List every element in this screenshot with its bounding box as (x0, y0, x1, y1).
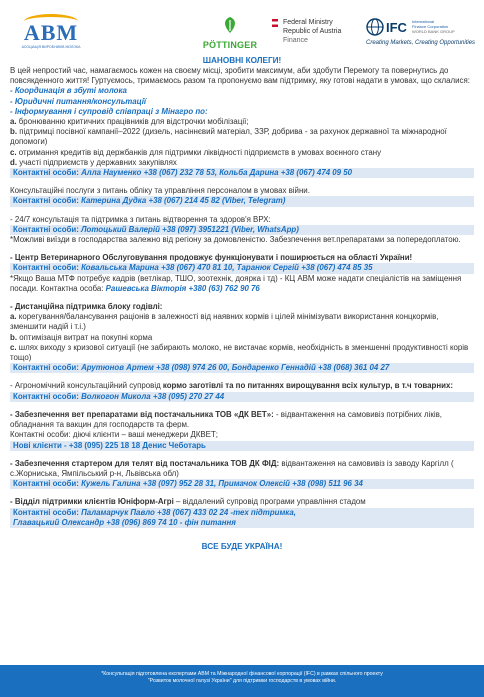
remote-item-c: c. шлях виходу з кризової ситуації (не забирають молоко, не вистачає кормів, необхідність в зменшенні продуктивності корів тощо) (10, 342, 469, 363)
bmf-line-1: Federal Ministry (283, 19, 333, 26)
contacts-dkvet-new: Нові клієнти - +38 (095) 225 18 18 Денис Чеботарь (10, 441, 474, 451)
greeting-heading: ШАНОВНІ КОЛЕГИ! (202, 56, 282, 65)
main-content (10, 56, 474, 551)
uniform-text: - Відділ підтримки клієнтів Юніформ-Агрі – віддалений супровід програми управління стадом (10, 497, 366, 507)
bmf-line-2: Republic of Austria (283, 28, 342, 35)
pottinger-leaf-icon (221, 16, 239, 34)
austria-flag-icon (272, 19, 278, 27)
closing-slogan: ВСЕ БУДЕ УКРАЇНА! (201, 541, 283, 551)
contacts-agro: Контактні особи: Волкогон Микола +38 (095) 270 27 44 (10, 392, 474, 402)
avm-logo-subtitle: АСОЦІАЦІЯ ВИРОБНИКІВ МОЛОКА (21, 45, 81, 49)
ifc-sub-3: WORLD BANK GROUP (412, 29, 455, 34)
vetcenter-note: *Якщо Ваша МТФ потребує кадрів (ветлікар, ТШО, зоотехнік, доярка і тд) - КЦ АВМ може надати спеціалістів на заміщення посади. Контактна особа: Рашевська Вікторія +380 (63) 762 90 76 (10, 273, 462, 293)
contacts-coordination: Контактні особи: Алла Науменко +38 (067) 232 78 53, Кольба Дарина +38 (067) 474 09 50 (10, 168, 474, 178)
list-item-legal: - Юридичні питання/консультації (10, 96, 147, 106)
contacts-dkfid: Контактні особи: Кужель Галина +38 (097) 952 28 31, Примачок Олексій +38 (098) 511 96 34 (10, 479, 474, 489)
intro-paragraph: В цей непростий час, намагаємось кожен на своєму місці, зробити максимум, аби здобути Перемогу та повернутись до повсякденного життя! Гуртуємось, тримаємось разом та пропонуємо вам підтримку, яку готові надати в умовах, що склалися: (10, 66, 470, 86)
bmf-line-3: Finance (283, 37, 308, 44)
footer-note: *Консультація підготовлена експертами АВМ та Міжнародної фінансової корпорації (IFC) в рамках спільного проекту "Розвиток молочної галузі України" для підтримки господарств в умовах війни. (101, 671, 383, 684)
remote-feeding-title: - Дистанційна підтримка блоку годівлі: (10, 302, 163, 312)
footer-bar (0, 665, 484, 697)
minagro-item-b: b. підтримці посівної кампанії–2022 (дизель, насіннєвий матеріал, ЗЗР, добрива - за рахунок державної та міжнародної допомоги) (10, 127, 447, 147)
agro-text: - Агрономічний консультаційний супровід кормо заготівлі та по питаннях вирощування всіх культур, в т.ч товарних: (10, 381, 454, 391)
dkvet-contacts: Контактні особи: діючі клієнти – ваші менеджери ДКВЕТ; (10, 430, 218, 440)
vetcenter-title: - Центр Ветеринарного Обслуговування продовжує функціонувати і поширюється на області України! (10, 253, 413, 263)
logo-header (0, 0, 484, 56)
minagro-item-d: d. участі підприємств у державних закупівлях (10, 157, 177, 167)
contacts-vet247: Контактні особи: Лотоцький Валерій +38 (097) 3951221 (Viber, WhatsApp) (10, 225, 474, 235)
pottinger-logo-text: PÖTTINGER (202, 40, 258, 50)
contacts-hr: Контактні особи: Катерина Дудка +38 (067) 214 45 82 (Viber, Telegram) (10, 196, 474, 206)
list-item-milk: - Координація в збуті молока (10, 86, 127, 96)
hr-consulting-text: Консультаційні послуги з питань обліку та управління персоналом в умовах війни. (10, 186, 310, 196)
avm-logo-text: АВМ (23, 20, 79, 45)
contacts-vetcenter: Контактні особи: Ковальська Марина +38 (067) 470 81 10, Таранюк Сергій +38 (067) 474 85 35 (10, 263, 474, 273)
remote-item-b: b. оптимізація витрат на покупні корма (10, 332, 153, 342)
bmf-logo (272, 17, 362, 51)
avm-logo (10, 14, 92, 52)
ifc-logo-text: IFC (386, 20, 407, 35)
dkvet-text: - Забезпечення вет препаратами від постачальника ТОВ «ДК ВЕТ»: - відвантаження на самовивіз потрібних ліків, обладнання та вакцин для господарств та ферм. (10, 409, 442, 430)
contacts-remote-feeding: Контактні особи: Арутюнов Артем +38 (098) 974 26 00, Бондаренко Геннадій +38 (068) 361 04 27 (10, 363, 474, 373)
ifc-logo (366, 18, 478, 52)
contacts-uniform: Контактні особи: Паламарчук Павло +38 (067) 433 02 24 -тех підтримка, Главацький Олександр +38 (096) 869 74 10 - фін питання (10, 508, 474, 528)
list-item-minagro: - Інформування і супровід співпраці з Мінагро по: (10, 106, 208, 116)
vet247-text: - 24/7 консультація та підтримка з питань відтворення та здоров'я ВРХ: (10, 214, 271, 224)
ifc-globe-icon (366, 18, 384, 36)
pottinger-logo (200, 16, 260, 50)
dkfid-text: - Забезпечення стартером для телят від постачальника ТОВ ДК ФІД: відвантаження на самовивіз із заводу Каргілл ( с.Жорниська, Ямпільський р-н, Львівська обл) (10, 458, 454, 478)
vet247-note: *Можливі виїзди в господарства залежно від регіону за домовленістю. Забезпечення вет.препаратами за попередоплатою. (10, 235, 461, 245)
minagro-item-a: a. бронюванню критичних працівників для відстрочки мобілізації; (10, 117, 249, 127)
ifc-tagline: Creating Markets, Creating Opportunities (366, 40, 476, 46)
ifc-sub-2: Finance Corporation (412, 24, 449, 29)
minagro-item-c: c. отримання кредитів від держбанків для підтримки ліквідності підприємств в умовах воєнного стану (10, 147, 382, 157)
remote-item-a: a. корегування/балансування раціонів в залежності від наявних кормів і цілей мінімізувати використання концкормів, зменшити надій і т.і.) (10, 312, 439, 332)
ifc-sub-1: International (412, 19, 435, 24)
